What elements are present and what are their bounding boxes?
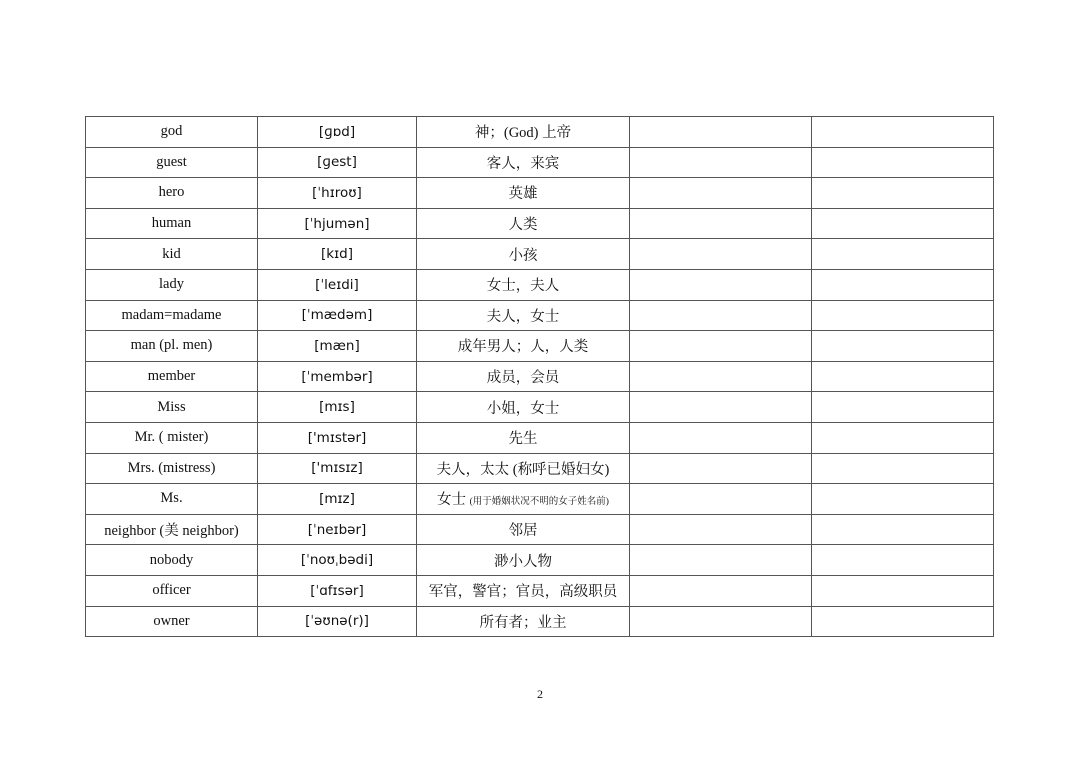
blank-cell	[812, 239, 994, 270]
word-cell: lady	[86, 269, 258, 300]
meaning-text: 女士，夫人	[486, 278, 560, 295]
meaning-text: 渺小人物	[494, 553, 552, 570]
meaning-text: 神；(God) 上帝	[474, 125, 572, 142]
meaning-text: 人类	[508, 217, 538, 234]
phonetic-cell: [kɪd]	[258, 239, 417, 270]
word-cell: Mrs. (mistress)	[86, 453, 258, 484]
meaning-cell	[417, 117, 630, 148]
meaning-text: 先生	[508, 431, 538, 448]
blank-cell	[812, 484, 994, 515]
table-row	[86, 178, 994, 209]
phonetic-cell: ['mɪstər]	[258, 422, 417, 453]
phonetic-cell: [ˈhɪroʊ]	[258, 178, 417, 209]
blank-cell	[630, 545, 812, 576]
meaning-text: 夫人，太太 (称呼已婚妇女)	[436, 461, 610, 478]
blank-cell	[630, 147, 812, 178]
blank-cell	[630, 575, 812, 606]
phonetic-cell: [ˈnoʊˌbədi]	[258, 545, 417, 576]
blank-cell	[630, 514, 812, 545]
blank-cell	[812, 331, 994, 362]
table-row	[86, 514, 994, 545]
word-cell: man (pl. men)	[86, 331, 258, 362]
blank-cell	[630, 361, 812, 392]
meaning-note: (用于婚姻状况不明的女子姓名前)	[469, 497, 609, 508]
meaning-cell	[417, 300, 630, 331]
blank-cell	[630, 422, 812, 453]
table-row	[86, 392, 994, 423]
table-row	[86, 239, 994, 270]
table-row	[86, 117, 994, 148]
table-row	[86, 331, 994, 362]
word-cell: neighbor (美 neighbor)	[86, 514, 258, 545]
meaning-cell	[417, 178, 630, 209]
phonetic-cell: [ˈmembər]	[258, 361, 417, 392]
meaning-cell	[417, 331, 630, 362]
phonetic-cell: [ˈmædəm]	[258, 300, 417, 331]
meaning-text: 成年男人；人，人类	[457, 339, 589, 356]
page-number: 2	[537, 687, 543, 701]
table-row	[86, 147, 994, 178]
table-row	[86, 422, 994, 453]
meaning-text: 客人，来宾	[486, 155, 560, 172]
blank-cell	[812, 361, 994, 392]
word-cell: Mr. ( mister)	[86, 422, 258, 453]
blank-cell	[812, 178, 994, 209]
phonetic-cell: [ˈneɪbər]	[258, 514, 417, 545]
word-cell: Ms.	[86, 484, 258, 515]
blank-cell	[630, 178, 812, 209]
word-cell: hero	[86, 178, 258, 209]
blank-cell	[812, 545, 994, 576]
meaning-cell	[417, 484, 630, 515]
vocabulary-table-body	[86, 117, 994, 637]
phonetic-cell: [ˈleɪdi]	[258, 269, 417, 300]
meaning-cell	[417, 514, 630, 545]
word-cell: guest	[86, 147, 258, 178]
phonetic-cell: [mɪs]	[258, 392, 417, 423]
phonetic-cell: [ɡest]	[258, 147, 417, 178]
blank-cell	[630, 117, 812, 148]
word-cell: kid	[86, 239, 258, 270]
blank-cell	[812, 392, 994, 423]
meaning-cell	[417, 422, 630, 453]
blank-cell	[630, 453, 812, 484]
word-cell: nobody	[86, 545, 258, 576]
meaning-text: 小姐，女士	[486, 400, 560, 417]
meaning-cell	[417, 606, 630, 637]
word-cell: god	[86, 117, 258, 148]
table-row	[86, 545, 994, 576]
blank-cell	[812, 453, 994, 484]
table-row	[86, 269, 994, 300]
word-cell: owner	[86, 606, 258, 637]
meaning-cell	[417, 269, 630, 300]
blank-cell	[630, 269, 812, 300]
table-row	[86, 484, 994, 515]
blank-cell	[630, 208, 812, 239]
blank-cell	[630, 606, 812, 637]
table-row	[86, 300, 994, 331]
phonetic-cell: [mɪz]	[258, 484, 417, 515]
blank-cell	[812, 269, 994, 300]
blank-cell	[812, 575, 994, 606]
blank-cell	[630, 300, 812, 331]
meaning-cell	[417, 361, 630, 392]
meaning-cell	[417, 208, 630, 239]
meaning-text: 夫人，女士	[486, 308, 560, 325]
word-cell: madam=madame	[86, 300, 258, 331]
blank-cell	[812, 422, 994, 453]
word-cell: officer	[86, 575, 258, 606]
blank-cell	[630, 331, 812, 362]
phonetic-cell: ['mɪsɪz]	[258, 453, 417, 484]
meaning-cell	[417, 392, 630, 423]
table-row	[86, 575, 994, 606]
meaning-text: 军官，警官；官员，高级职员	[428, 584, 618, 601]
word-cell: member	[86, 361, 258, 392]
blank-cell	[812, 117, 994, 148]
meaning-cell	[417, 453, 630, 484]
phonetic-cell: [ˈɑfɪsər]	[258, 575, 417, 606]
meaning-text: 所有者；业主	[479, 614, 567, 631]
meaning-cell	[417, 147, 630, 178]
blank-cell	[630, 484, 812, 515]
phonetic-cell: [ˈhjumən]	[258, 208, 417, 239]
meaning-text: 邻居	[508, 523, 538, 540]
phonetic-cell: [ɡɒd]	[258, 117, 417, 148]
blank-cell	[812, 208, 994, 239]
word-cell: human	[86, 208, 258, 239]
phonetic-cell: [ˈəʊnə(r)]	[258, 606, 417, 637]
table-row	[86, 606, 994, 637]
blank-cell	[630, 239, 812, 270]
meaning-text: 女士	[437, 492, 467, 509]
meaning-cell	[417, 545, 630, 576]
meaning-text: 英雄	[508, 186, 538, 203]
vocabulary-table	[85, 116, 994, 637]
meaning-text: 成员，会员	[486, 370, 560, 387]
blank-cell	[812, 514, 994, 545]
blank-cell	[630, 392, 812, 423]
meaning-cell	[417, 575, 630, 606]
word-cell: Miss	[86, 392, 258, 423]
blank-cell	[812, 147, 994, 178]
table-row	[86, 453, 994, 484]
meaning-text: 小孩	[508, 247, 538, 264]
table-row	[86, 208, 994, 239]
meaning-cell	[417, 239, 630, 270]
phonetic-cell: [mæn]	[258, 331, 417, 362]
table-row	[86, 361, 994, 392]
blank-cell	[812, 606, 994, 637]
blank-cell	[812, 300, 994, 331]
